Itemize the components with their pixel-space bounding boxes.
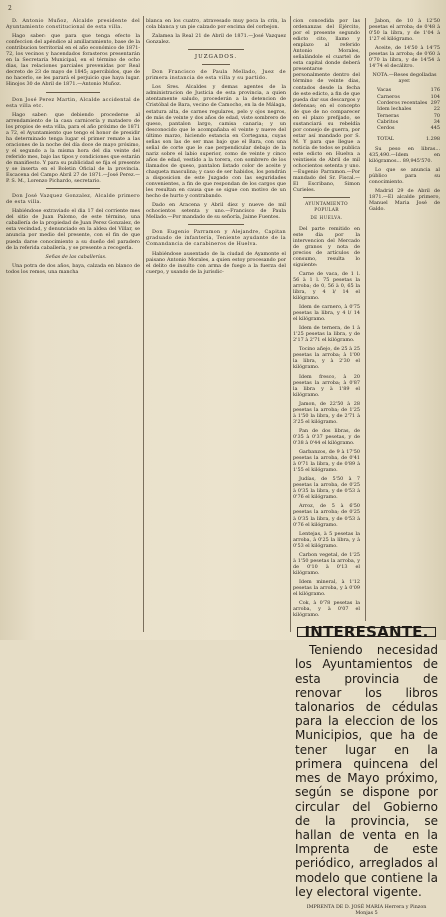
column-rule-1 (143, 16, 144, 632)
slaughter-note: NOTA.—Reses degolladas ayer. (372, 72, 437, 85)
judge-requisition: Los Sres. Alcaldes y demas agentes de la administracion de Justicia de esta provincia, a quien atentamente saludo, procederán a la detencion de Cristóbal de Bara, vecino de Camocho, en la de Málaga, estatura alta, de carnes regulares, pelo y ojos negros, de más de veinte y dos años de edad, viste sombrero de queso, pantalon largo, camisa canaria; y un desconocido que le acompañaba el veinte y nueve del último marzo, hiciendo estancia en Cortegana, cuyas señas son las de ser mas bajo que el Bara, con una señal de corte que le cae perpendicular debajo de la nariz sobre el labio superior, como de veinte y cinco años de edad, vestido a la torera, con sombrero de los llamados de queso, pantalon listado color de aceite y chaqueta masculina; y caso de ser habidos, los pondrán a disposicion de este Juzgado con las seguridades convenientes, a fin de que respondan de los cargos que les resultan en causa que se sigue con motivo de un hecho de hurto y contrabando. (146, 84, 286, 200)
slaughter-row-label: Terneras (377, 112, 399, 119)
public-notice: Lo que se anuncia al público para su conocimiento. (369, 166, 440, 185)
advertisement-title: INTERESANTE. (297, 627, 436, 637)
price-carnero: Idem de carnero, à 0'75 pesetas la libra, y 4 l/ 14 el kilógramo. (293, 304, 360, 323)
slaughter-row-label: Cerdos (377, 125, 395, 132)
slaughter-list (377, 87, 440, 131)
imprint-line: IMPRENTA DE D. JOSÉ MARIA Herrera y Pinzon (306, 904, 427, 910)
slaughter-row-value: 445 (430, 125, 440, 132)
slaughter-row-label: Carneros (377, 93, 400, 100)
captain-edict-continued: cion concedida por las ordenanzas del Ejército, por el presente segundo edicto cito, llamo y emplazo al referido Antonio Morales, señalándole el cuartel de esta capital donde deberá presentarse personalmente dentro del término de veinte dias, contados desde la fecha de este edicto, a fin de que pueda dar sus descargos y defensas; en el concepto de que de no comparecer en el plazo prefijado, se sustanciará su rebeldía por consejo de guerra, por estar así mandado por S. M. Y para que llegue a noticia de todos se publica este edicto en Huelva a veintiseis de Abril de mil ochocientos setenta y uno.—Eugenio Parramon.—Por mandado del Sr. Fiscal.—El Escribano, Simon Curieles. (293, 18, 360, 194)
price-carbon-mineral: Idem mineral, à 1'12 pesetas la arroba, y à 0'09 el kilógramo. (293, 578, 360, 598)
imprint-address: Monjas 5 (355, 910, 378, 916)
price-cok: Cok, à 0'78 pesetas la arroba, y à 0'07 el kilógramo. (293, 600, 360, 619)
slaughter-row-label: Cabritos (377, 118, 399, 125)
price-tocino-anejo: Tocino añejo, de 25 à 25 pesetas la arroba; à 1'00 la libra, y à 2'30 el kilógramo. (293, 346, 360, 371)
section-heading-juzgados: JUZGADOS. (194, 54, 238, 61)
slaughter-row-value: 70 (433, 112, 440, 119)
price-ternera: Idem de ternera, de 1 à 1'25 pesetas la libra, y de 2'17 à 2'71 el kilógramo. (293, 325, 360, 344)
price-jabon: Jabon, de 10 à 12'50 pesetas el arroba; de 0'48 à 0'50 la libra, y de 1'04 à 1'27 el kilógramo. (369, 18, 440, 43)
advertisement-body: Teniendo necesidad los Ayuntamientos de esta provincia de renovar los libros talonarios de cédulas para la eleccion de los Municipios, que ha de tener lugar en la primera quincena del mes de Mayo próximo, según se dispone por circular del Gobierno de la provincia, se hallan de venta en la Imprenta de este periódico, arreglados al modelo que contiene la ley electoral vigente. (295, 643, 438, 899)
slaughter-row-label: Vacas (377, 87, 392, 94)
column-2 (146, 18, 286, 630)
slaughter-row-value: 176 (430, 87, 440, 94)
price-vaca: Carne de vaca, de 1 l. 56 à 1 l. 75 pesetas la arroba; de 0, 56 à 0, 65 la libra, y 4 l/ 14 el kilógramo. (293, 270, 360, 302)
slaughter-row-value: 297 (430, 100, 440, 107)
edict-zalamea-heading: Don José Vazquez Gonzalez, Alcalde primero de esta villa. (6, 193, 140, 206)
slaughter-row-label: Corderos recentales (377, 100, 428, 107)
column-rule-2 (290, 16, 291, 632)
column-1 (6, 18, 140, 630)
edict-hinojos-body: Hago saber: que para que tenga efecto la confeccion del apéndice al amillaramiento, base de la contribucion territorial en el año económico de 1871-72, los vecinos y hacendados forasteros presentarán en la Secretaría Municipal, en el término de ocho dias, las relaciones parciales prevenidas por Real decreto de 23 de mayo de 1845; apercibidos, que de no hacerlo, se les parará el perjuicio que haya lugar. Hinojos 30 de Abril de 1871.—Antonio Muñoz. (6, 33, 140, 88)
divider (202, 64, 230, 65)
market-intro: Del parte remitido en este dia por la intervencion del Mercado de granos y nota de precios de artículos de consumo, resulta lo siguiente: (293, 225, 360, 268)
price-aceite: Aceite, de 14'50 à 14'75 pesetas la arroba; de 0'60 à 0'70 la libra, y de 14'54 à 14'74 el decálitro. (369, 45, 440, 70)
judge-heading: Don Francisco de Paula Mellado, Juez de primera instancia de esta villa y su partido. (146, 69, 286, 82)
price-pan: Pan de dos libras, de 0'35 à 0'37 pesetas, y de 0'38 à 0'44 el kilógramo. (293, 427, 360, 446)
madrid-signature: Madrid 29 de Abril de 1871.—El alcalde primero, Manuel Maria José de Galdo. (369, 187, 440, 213)
column-3-left (293, 18, 360, 621)
price-lentejas: Lentejas, à 5 pesetas la arroba, à 0'25 la libra, y à 0'53 el kilógramo. (293, 530, 360, 549)
price-jamon: Jamon, de 22'50 à 28 pesetas la arroba; de 1'25 à 1'50 la libra, y de 2'71 à 3'25 el kilógramo. (293, 400, 360, 425)
price-garbanzos: Garbanzos, de 9 à 17'50 pesetas la arroba, de 0'41 à 0'71 la libra, y de 0'89 à 1'55 el kilógramo. (293, 449, 360, 474)
price-arroz: Arroz, de 5 à 6'50 pesetas la arroba; de 0'25 à 0'35 la libra, y de 0'53 à 0'76 el kilógramo. (293, 503, 360, 528)
slaughter-row-label: Idem lechales (377, 106, 412, 113)
column-3-right (365, 18, 440, 621)
divider (188, 224, 244, 225)
price-judias: Judías, de 5'50 à 7 pesetas la arroba, de 0'25 à 0'35 la libra, y de 0'53 à 0'76 el kilógramo. (293, 476, 360, 501)
weight-summary: Su peso en libras... 435,490.—Idem en kilógramos... 89,945'570. (369, 145, 440, 164)
column-3-inner (293, 18, 440, 621)
column-3 (293, 18, 440, 916)
edict-hinojos-heading: D. Antonio Muñoz, Alcalde presidente del Ayuntamiento constitucional de esta villa. (6, 18, 140, 31)
judge-signature: Dado en Aracena y Abril diez y nueve de mil ochocientos setenta y uno.—Francisco de Paula Mellado.—Por mandado de su señoría, Jaime Fuentes. (146, 202, 286, 221)
edict-escacena-heading: Don José Perez Martin, Alcalde accidental de esta villa etc. (6, 96, 140, 109)
price-tocino-fresco: Idem fresco, à 20 pesetas la arroba; à 0'87 la libra y à 1'89 el kilógramo. (293, 373, 360, 398)
signs-label: Señas de las caballerías. (45, 253, 107, 260)
divider (188, 49, 244, 50)
captain-edict: Habiéndose ausentado de la ciudad de Ayamonte el paisano Antonio Morales, a quien estoy procesando por el delito de insulto con arma de fuego a la fuerza del cuerpo, y usando de la jurisdic- (146, 250, 286, 275)
total-label: TOTAL (377, 135, 395, 142)
divider (303, 197, 350, 198)
slaughter-row-value: 104 (430, 93, 440, 100)
slaughter-row-value: 22 (433, 106, 440, 113)
slaughter-row (377, 125, 440, 131)
divider (46, 188, 100, 189)
edict-escacena-body: Hago saber: que debiendo procederse al arrendamiento de la casa carnicería y matadero de los propios de esta villa, para el año próximo de 1871 a 72, el Ayuntamiento que tengo el honor de presidir ha determinado tenga lugar el primer remate a las oraciones de la noche del día doce de mayo próximo, y el segundo a la misma hora del dia veinte del referido mes, bajo las tipos y condiciones que estarán de manifiesto. Y para su publicidad se fija el presente y se inserta en el Boletin Oficial de la provincia. Escacena del Campo Abril 27 de 1871.—José Perez.—P. S. M., Lorenzo Pichardo, secretario. (6, 111, 140, 185)
advertisement (293, 623, 440, 917)
zalamea-signature: Zalamea la Real 21 de Abril de 1871.—José Vazquez Gonzalez. (146, 33, 286, 46)
divider (46, 92, 100, 93)
section-heading-ayuntamiento: AYUNTAMIENTO POPULAR (305, 202, 348, 214)
slaughter-row-value: 34 (433, 118, 440, 125)
slaughter-total (377, 136, 440, 142)
edict-zalamea-body: Habiéndose extraviado el dia 17 del corriente mes del sitio de Juan Palomo, de este término, una caballería de la propiedad de Juan Perez Gonzalez, de esta vecindad, y denunciado en la aldea del Villar, se anuncia por medio del presente, con el fin de que pueda darse conocimiento a su dueño del paradero de la referida caballería, y se presente a recogerla. (6, 208, 140, 251)
price-carbon-vegetal: Carbon vegetal, de 1'25 à 1'50 pesetas la arroba, y de 0'10 à 0'13 el kilógramo. (293, 551, 360, 576)
signs-description: Una potra de dos años, baya, calzada en blanco de todos los remos, una mancha (6, 262, 140, 275)
section-subheading-huelva: DE HUELVA. (310, 215, 343, 221)
signs-continued: blanca en los cuatro, atravesado muy poca la crin, la cola blanca y un pie calzado por encima del corbejon. (146, 18, 286, 31)
captain-heading: Don Eugenio Parramon y Alejandre, Capitan graduado de infantería, Teniente ayudante de la Comandancia de carabineros de Huelva. (146, 229, 286, 248)
page-number: 2 (8, 5, 12, 12)
total-value: 1.298 (425, 135, 440, 142)
